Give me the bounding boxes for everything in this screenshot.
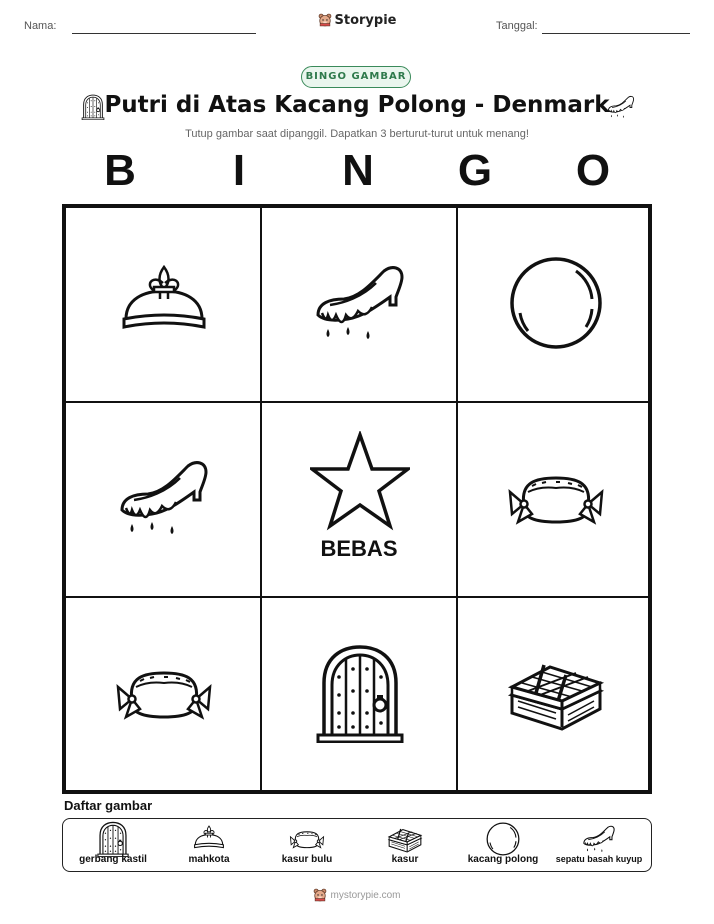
footer-url[interactable]: mystorypie.com xyxy=(330,890,401,901)
list-item-label: sepatu basah kuyup xyxy=(555,854,643,864)
star-icon xyxy=(310,431,410,531)
name-label: Nama: xyxy=(24,20,57,32)
list-item xyxy=(357,821,453,871)
free-space-label: BEBAS xyxy=(320,536,398,561)
list-item-label: kacang polong xyxy=(467,854,539,865)
list-item xyxy=(161,821,257,871)
bingo-letter-n: N xyxy=(342,146,374,195)
castle-gate-icon xyxy=(310,643,410,743)
bingo-cell[interactable] xyxy=(261,207,457,402)
list-item xyxy=(259,821,355,871)
crown-icon xyxy=(114,253,214,353)
brand-name: Storypie xyxy=(334,13,397,28)
list-item xyxy=(65,821,161,871)
list-item-label: gerbang kastil xyxy=(79,854,147,865)
list-item-label: kasur bulu xyxy=(281,854,333,865)
bingo-cell[interactable] xyxy=(457,402,649,597)
bingo-cell[interactable] xyxy=(65,402,261,597)
bingo-letter-g: G xyxy=(457,146,493,195)
list-item-label: kasur xyxy=(391,854,419,865)
bingo-cell[interactable] xyxy=(261,597,457,791)
bingo-cell[interactable] xyxy=(457,207,649,402)
bingo-cell[interactable] xyxy=(65,207,261,402)
wet-shoe-icon xyxy=(579,821,619,857)
pea-icon xyxy=(506,253,606,353)
name-field[interactable] xyxy=(72,33,256,34)
bingo-cell-free[interactable] xyxy=(261,402,457,597)
feather-bed-icon xyxy=(114,643,214,743)
bingo-badge: BINGO GAMBAR xyxy=(301,66,411,88)
bingo-letter-i: I xyxy=(232,146,246,195)
footer xyxy=(0,888,714,902)
pea-icon xyxy=(483,821,523,857)
date-label: Tanggal: xyxy=(496,20,538,32)
list-item xyxy=(551,821,647,871)
date-field[interactable] xyxy=(542,33,690,34)
castle-gate-icon xyxy=(93,821,133,857)
mattress-icon xyxy=(385,821,425,857)
picture-list-title: Daftar gambar xyxy=(64,798,153,813)
bingo-letter-o: O xyxy=(575,146,611,195)
page-title: Putri di Atas Kacang Polong - Denmark xyxy=(104,92,610,118)
picture-list xyxy=(62,818,652,872)
bear-icon xyxy=(318,13,332,27)
bear-icon xyxy=(313,888,327,902)
bingo-letter-b: B xyxy=(104,146,136,195)
feather-bed-icon xyxy=(506,448,606,548)
bingo-cell[interactable] xyxy=(457,597,649,791)
bingo-grid xyxy=(62,204,652,794)
wet-shoe-icon xyxy=(310,253,410,353)
instructions: Tutup gambar saat dipanggil. Dapatkan 3 berturut-turut untuk menang! xyxy=(185,128,529,140)
crown-icon xyxy=(189,821,229,857)
mattress-icon xyxy=(506,643,606,743)
feather-bed-icon xyxy=(287,821,327,857)
list-item xyxy=(455,821,551,871)
bingo-cell[interactable] xyxy=(65,597,261,791)
list-item-label: mahkota xyxy=(188,854,230,865)
wet-shoe-icon xyxy=(605,92,637,122)
wet-shoe-icon xyxy=(114,448,214,548)
brand-logo xyxy=(0,13,714,28)
